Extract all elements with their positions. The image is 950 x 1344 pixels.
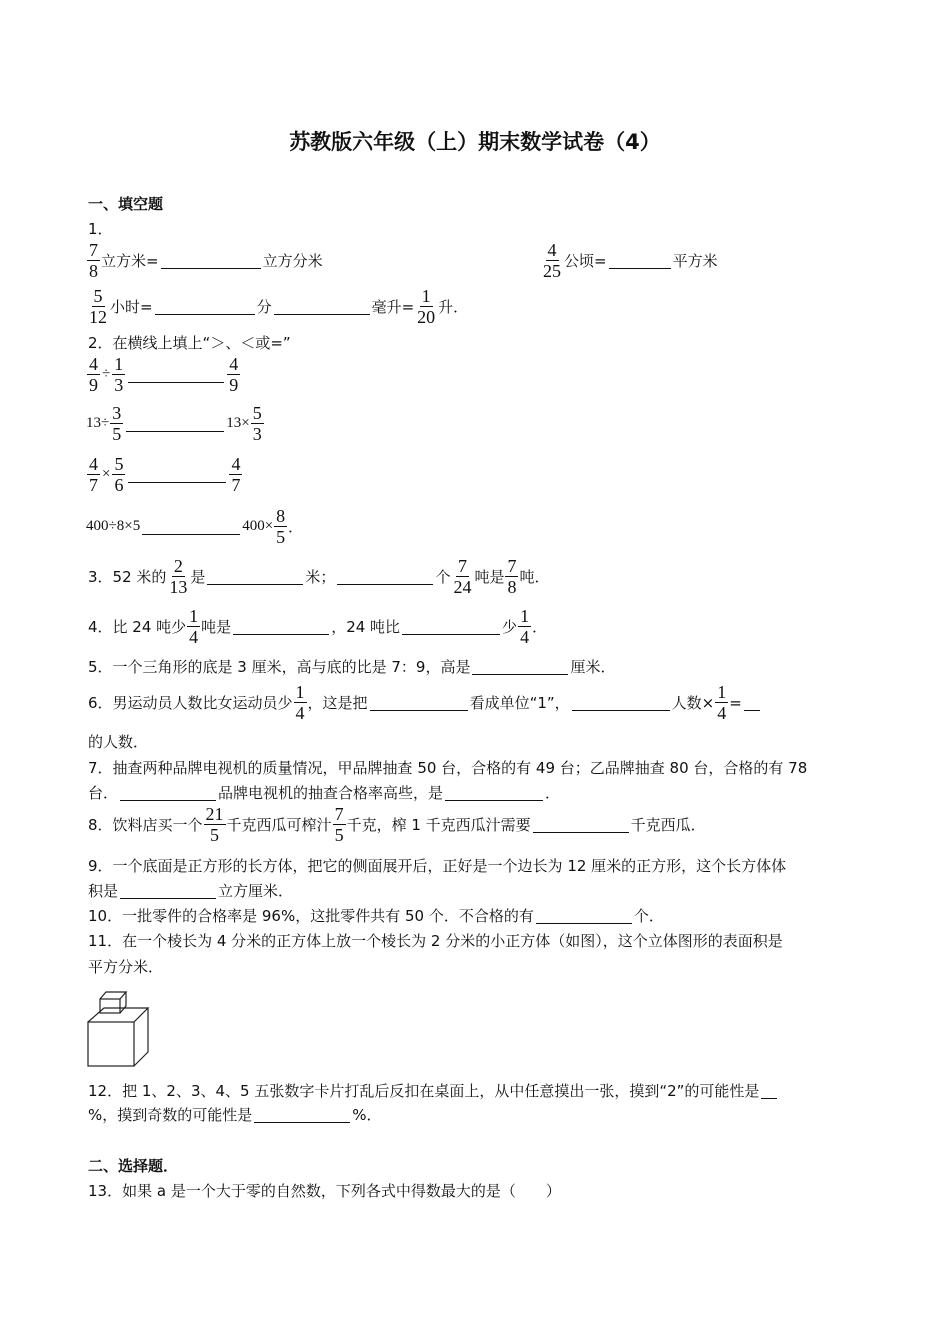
q12-line-2: %，摸到奇数的可能性是 %． [88, 1106, 382, 1124]
q2-row-4: 400÷8×5 400× $\frac{8}{5}$ ． [86, 506, 304, 547]
answer-blank[interactable] [402, 618, 500, 635]
answer-blank[interactable] [445, 784, 543, 801]
answer-blank[interactable] [155, 298, 255, 315]
answer-blank[interactable] [126, 415, 224, 432]
fraction: $\frac{5}{12}$ [89, 286, 107, 327]
q4: 4．比 24 吨少 $\frac{1}{4}$ 吨是 ，24 吨比 少 $\frac{1}{4}$ ． [88, 606, 548, 647]
q11-line-2: 平方分米． [88, 958, 164, 976]
answer-blank[interactable] [744, 694, 760, 711]
q8: 8．饮料店买一个 $\frac{21}{5}$ 千克西瓜可榨汁 $\frac{7}{5}$ 千克，榨 1 千克西瓜汁需要 千克西瓜． [88, 804, 706, 845]
answer-blank[interactable] [609, 252, 671, 269]
q7-line-1: 7．抽查两种品牌电视机的质量情况，甲品牌抽查 50 台，合格的有 49 台；乙品牌抽查 80 台，合格的有 78 [88, 759, 808, 777]
q10: 10．一批零件的合格率是 96%，这批零件共有 50 个．不合格的有 个． [88, 907, 664, 925]
q1-row-b: $\frac{4}{25}$ 公顷= 平方米 [543, 240, 718, 281]
q1-row-c: $\frac{5}{12}$ 小时= 分 毫升= $\frac{1}{20}$ 升． [89, 286, 469, 327]
fraction: $\frac{4}{25}$ [543, 240, 561, 281]
answer-blank[interactable] [370, 694, 468, 711]
answer-blank[interactable] [274, 298, 370, 315]
fraction: $\frac{7}{8}$ [89, 240, 98, 281]
q1-row-a: $\frac{7}{8}$ 立方米= 立方分米 [89, 240, 323, 281]
stacked-cubes-figure [86, 988, 152, 1070]
q2-row-3: $\frac{4}{7}$ × $\frac{5}{6}$ $\frac{4}{7}$ [89, 454, 241, 495]
answer-blank[interactable] [536, 907, 632, 924]
answer-blank[interactable] [142, 518, 240, 535]
answer-blank[interactable] [337, 568, 433, 585]
section-fill-in: 一、填空题 [88, 195, 164, 213]
answer-blank[interactable] [161, 252, 261, 269]
q1-number: 1． [88, 220, 113, 238]
answer-blank[interactable] [120, 784, 216, 801]
answer-blank[interactable] [207, 568, 303, 585]
q9-line-2: 积是 立方厘米． [88, 882, 294, 900]
q5: 5．一个三角形的底是 3 厘米，高与底的比是 7：9，高是 厘米． [88, 658, 616, 676]
q9-line-1: 9．一个底面是正方形的长方体，把它的侧面展开后，正好是一个边长为 12 厘米的正方形，这个长方体体 [88, 857, 787, 875]
q6-continuation: 的人数． [88, 733, 149, 751]
q2-prompt: 2．在横线上填上“＞、＜或=” [88, 334, 291, 352]
q11-line-1: 11．在一个棱长为 4 分米的正方体上放一个棱长为 2 分米的小正方体（如图），这个立体图形的表面积是 [88, 932, 783, 950]
page-title: 苏教版六年级（上）期末数学试卷（4） [289, 130, 661, 154]
q2-row-1: $\frac{4}{9}$ ÷ $\frac{1}{3}$ $\frac{4}{9}$ [89, 354, 239, 395]
answer-blank[interactable] [472, 658, 568, 675]
answer-blank[interactable] [128, 366, 224, 383]
answer-blank[interactable] [233, 618, 329, 635]
answer-blank[interactable] [128, 466, 226, 483]
section-multiple-choice: 二、选择题． [88, 1157, 179, 1175]
q6: 6．男运动员人数比女运动员少 $\frac{1}{4}$ ，这是把 看成单位“1”， 人数× $\frac{1}{4}$ = [88, 682, 762, 723]
q2-row-2: 13÷ $\frac{3}{5}$ 13× $\frac{5}{3}$ [86, 403, 262, 444]
answer-blank[interactable] [120, 882, 216, 899]
answer-blank[interactable] [572, 694, 670, 711]
q12-line-1: 12．把 1、2、3、4、5 五张数字卡片打乱后反扣在桌面上，从中任意摸出一张，摸到“2”的可能性是 [88, 1080, 779, 1101]
answer-blank[interactable] [761, 1082, 777, 1099]
q13: 13．如果 a 是一个大于零的自然数，下列各式中得数最大的是（ ） [88, 1182, 561, 1200]
answer-blank[interactable] [254, 1106, 350, 1123]
q7-line-2: 台． 品牌电视机的抽查合格率高些，是 ． [88, 784, 561, 802]
answer-blank[interactable] [533, 816, 629, 833]
fraction: $\frac{1}{20}$ [417, 286, 436, 327]
q3: 3．52 米的 $\frac{2}{13}$ 是 米； 个 $\frac{7}{24}$ 吨是 $\frac{7}{8}$ 吨． [88, 556, 550, 597]
